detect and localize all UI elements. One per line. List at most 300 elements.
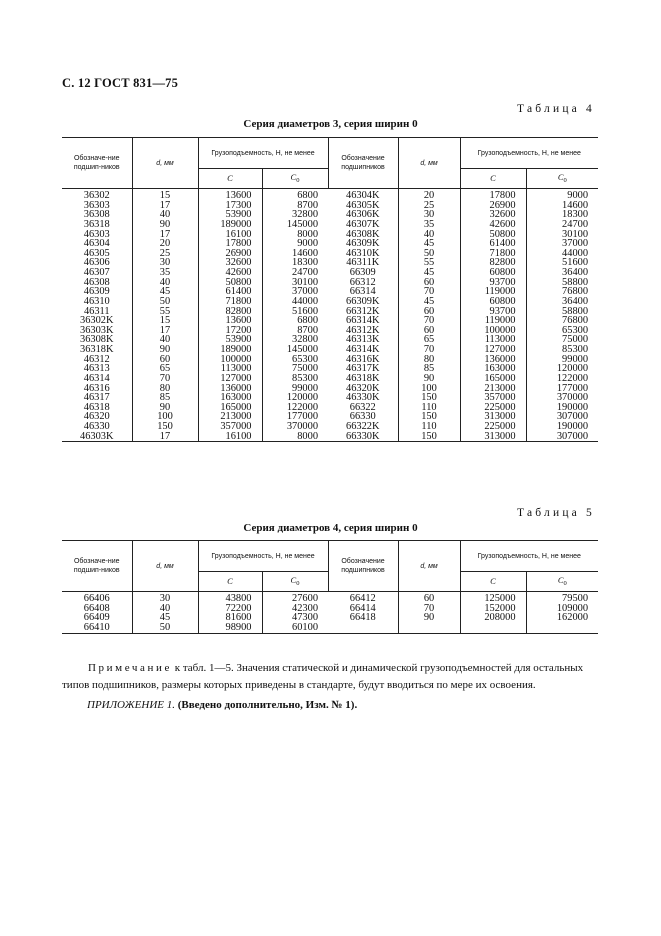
table-cell: 36318 — [62, 220, 132, 230]
table-cell: 122000 — [286, 401, 319, 413]
table-cell: 213000 — [198, 412, 262, 422]
table-cell: 46305 — [62, 249, 132, 259]
table-cell: 76800 — [562, 286, 589, 298]
col-c: C — [198, 169, 262, 189]
table-cell: 100000 — [460, 326, 526, 336]
table-cell: 42600 — [460, 220, 526, 230]
table-cell: 35 — [398, 220, 460, 230]
table-cell: 17 — [132, 432, 198, 442]
table-cell: 46317 — [62, 393, 132, 403]
table-cell: 66312K — [328, 307, 398, 317]
table-cell: 225000 — [460, 422, 526, 432]
table-cell: 225000 — [460, 403, 526, 413]
table-cell: 36318K — [62, 345, 132, 355]
table-cell: 81600 — [198, 613, 262, 623]
table-cell: 50 — [132, 623, 198, 633]
table-cell: 70 — [398, 287, 460, 297]
note — [62, 660, 602, 694]
table-cell — [526, 623, 598, 633]
table-cell: 43800 — [198, 592, 262, 604]
table-row — [62, 201, 598, 211]
table-cell: 46307K — [328, 220, 398, 230]
table-cell: 13600 — [198, 316, 262, 326]
table-cell: 93700 — [460, 278, 526, 288]
table-cell: 55 — [132, 307, 198, 317]
table-cell: 46312K — [328, 326, 398, 336]
table-cell: 25 — [398, 201, 460, 211]
table-cell: 24700 — [292, 267, 319, 278]
table-cell: 18300 — [292, 257, 319, 269]
table-cell: 357000 — [198, 422, 262, 432]
table-cell: 32600 — [198, 258, 262, 268]
table-row — [62, 297, 598, 307]
table-cell: 313000 — [460, 412, 526, 422]
table-cell: 46310K — [328, 249, 398, 259]
appendix-label: ПРИЛОЖЕНИЕ 1. — [87, 699, 175, 711]
table-cell: 15 — [132, 189, 198, 201]
table-row — [62, 393, 598, 403]
table-cell: 85300 — [292, 372, 319, 384]
col-designation-2: Обозначение подшипников — [328, 541, 398, 592]
table-cell: 13600 — [198, 189, 262, 201]
table-cell — [328, 623, 398, 633]
table-cell: 70 — [132, 374, 198, 384]
table-cell: 40 — [132, 604, 198, 614]
table-cell: 71800 — [460, 249, 526, 259]
table-cell: 46317K — [328, 364, 398, 374]
table-cell: 6800 — [297, 190, 319, 201]
table-cell: 46307 — [62, 268, 132, 278]
col-capacity: Грузоподъемность, Н, не менее — [198, 138, 328, 169]
table-cell: 66406 — [62, 592, 132, 604]
table-cell: 208000 — [460, 613, 526, 623]
table-row — [62, 268, 598, 278]
table-cell: 127000 — [198, 374, 262, 384]
table-cell: 42300 — [292, 602, 319, 614]
table-cell: 136000 — [198, 384, 262, 394]
table-cell: 82800 — [198, 307, 262, 317]
table-cell: 150 — [132, 422, 198, 432]
table-cell: 36302K — [62, 316, 132, 326]
table-cell: 119000 — [460, 287, 526, 297]
table-cell: 26900 — [198, 249, 262, 259]
table-cell: 65 — [398, 335, 460, 345]
table5-label: Таблица 5 — [517, 507, 595, 519]
table-cell: 14600 — [292, 247, 319, 259]
col-d-2: d, мм — [398, 541, 460, 592]
table-cell: 145000 — [286, 218, 319, 230]
table-cell: 165000 — [460, 374, 526, 384]
table-cell: 85 — [132, 393, 198, 403]
table-cell: 46308K — [328, 230, 398, 240]
table-cell: 45 — [132, 613, 198, 623]
table-row — [62, 403, 598, 413]
table-cell: 46303 — [62, 230, 132, 240]
table-cell: 71800 — [198, 297, 262, 307]
table-cell: 46313 — [62, 364, 132, 374]
col-c-2: C — [460, 169, 526, 189]
table-cell: 40 — [132, 335, 198, 345]
table-cell: 50 — [398, 249, 460, 259]
table-cell: 45 — [398, 268, 460, 278]
table-cell: 42600 — [198, 268, 262, 278]
table-row — [62, 613, 598, 623]
table-cell: 136000 — [460, 355, 526, 365]
table-cell: 46311 — [62, 307, 132, 317]
table-cell: 113000 — [460, 335, 526, 345]
note-text: к табл. 1—5. Значения статической и динамической грузоподъемностей для остальных типов подшипников, размеры которых приведены в стандарте, будут вводиться по мере их освоения. — [62, 662, 584, 691]
table-cell: 46308 — [62, 278, 132, 288]
table-cell: 45 — [398, 297, 460, 307]
table-cell: 125000 — [460, 592, 526, 604]
table-cell: 27600 — [292, 593, 319, 604]
table-cell: 36308K — [62, 335, 132, 345]
table-cell: 150 — [398, 393, 460, 403]
table5-title: Серия диаметров 4, серия ширин 0 — [243, 522, 418, 534]
table-cell: 30100 — [562, 228, 589, 240]
table4 — [62, 137, 598, 442]
table-cell: 61400 — [198, 287, 262, 297]
col-designation-2: Обозначение подшипников — [328, 138, 398, 189]
table-cell: 120000 — [286, 392, 319, 404]
table-cell: 120000 — [556, 363, 589, 375]
table-row — [62, 220, 598, 230]
table-cell: 30 — [398, 210, 460, 220]
table-cell: 17 — [132, 201, 198, 211]
col-d: d, мм — [132, 541, 198, 592]
table-cell: 9000 — [567, 190, 589, 201]
table-cell: 40 — [132, 278, 198, 288]
table-cell: 150 — [398, 412, 460, 422]
table-cell: 17 — [132, 230, 198, 240]
table4-label: Таблица 4 — [517, 103, 595, 115]
table-row — [62, 287, 598, 297]
table-cell: 190000 — [556, 401, 589, 413]
table-cell: 66418 — [328, 613, 398, 623]
table-cell: 53900 — [198, 335, 262, 345]
table-row — [62, 432, 598, 442]
table-cell: 61400 — [460, 239, 526, 249]
table-cell: 16100 — [198, 432, 262, 442]
table-cell: 60 — [398, 278, 460, 288]
table-cell: 65300 — [562, 324, 589, 336]
table-cell: 100 — [132, 412, 198, 422]
table-cell: 189000 — [198, 220, 262, 230]
table-cell: 307000 — [556, 411, 589, 423]
table-cell: 75000 — [292, 363, 319, 375]
table-cell: 58800 — [562, 276, 589, 288]
table-cell: 66408 — [62, 604, 132, 614]
table-cell: 46303K — [62, 432, 132, 442]
table-cell: 370000 — [286, 421, 319, 432]
table-cell: 70 — [398, 345, 460, 355]
table-cell: 190000 — [556, 421, 589, 432]
table-cell: 82800 — [460, 258, 526, 268]
table-cell: 36308 — [62, 210, 132, 220]
table-cell: 66330K — [328, 432, 398, 442]
table-cell: 163000 — [198, 393, 262, 403]
table-cell: 122000 — [556, 372, 589, 384]
table-cell: 127000 — [460, 345, 526, 355]
table-cell: 50 — [132, 297, 198, 307]
table5 — [62, 540, 598, 634]
table-cell: 60800 — [460, 297, 526, 307]
table-cell: 46314K — [328, 345, 398, 355]
table-cell: 46306 — [62, 258, 132, 268]
table-cell: 37000 — [562, 238, 589, 250]
table-cell: 150 — [398, 432, 460, 442]
table-cell: 66330 — [328, 412, 398, 422]
table-cell: 213000 — [460, 384, 526, 394]
table-cell: 46316K — [328, 355, 398, 365]
table-row — [62, 623, 598, 633]
col-designation: Обозначе-ние подшип-ников — [62, 541, 132, 592]
table-cell: 65 — [132, 364, 198, 374]
table-cell: 30 — [132, 592, 198, 604]
table-row — [62, 335, 598, 345]
table-cell: 60800 — [460, 268, 526, 278]
table-cell: 50800 — [460, 230, 526, 240]
table-cell: 24700 — [562, 218, 589, 230]
table-cell: 109000 — [556, 602, 589, 614]
table-cell: 45 — [132, 287, 198, 297]
table-cell: 51600 — [292, 305, 319, 317]
table-cell: 66414 — [328, 604, 398, 614]
col-capacity-2: Грузоподъемность, Н, не менее — [460, 541, 598, 572]
col-c0-2: $C_0$ — [526, 169, 598, 189]
table-cell: 36302 — [62, 189, 132, 201]
table-cell: 100000 — [198, 355, 262, 365]
table-cell: 165000 — [198, 403, 262, 413]
table-cell: 8000 — [262, 432, 328, 442]
table-cell: 66314K — [328, 316, 398, 326]
table-cell: 47300 — [292, 612, 319, 624]
table-cell: 357000 — [460, 393, 526, 403]
table-cell: 46320 — [62, 412, 132, 422]
table-cell: 152000 — [460, 604, 526, 614]
col-capacity-2: Грузоподъемность, Н, не менее — [460, 138, 598, 169]
table-cell: 66309K — [328, 297, 398, 307]
col-c0: $C_0$ — [262, 572, 328, 592]
table-cell: 189000 — [198, 345, 262, 355]
table-cell: 17800 — [198, 239, 262, 249]
table-cell: 17300 — [198, 201, 262, 211]
table4-title: Серия диаметров 3, серия ширин 0 — [243, 118, 418, 130]
table-row — [62, 230, 598, 240]
table-cell: 307000 — [526, 432, 598, 442]
table-row — [62, 364, 598, 374]
table-cell: 40 — [132, 210, 198, 220]
table-cell: 90 — [398, 613, 460, 623]
table-cell: 60 — [398, 592, 460, 604]
table-cell: 17 — [132, 326, 198, 336]
table-cell: 17800 — [460, 189, 526, 201]
table-cell: 35 — [132, 268, 198, 278]
table-cell: 90 — [132, 345, 198, 355]
table-cell: 46311K — [328, 258, 398, 268]
table-cell: 46305K — [328, 201, 398, 211]
table5-body — [62, 592, 598, 634]
table-cell: 93700 — [460, 307, 526, 317]
table-cell: 66309 — [328, 268, 398, 278]
table-row — [62, 374, 598, 384]
table-cell: 37000 — [292, 286, 319, 298]
table-cell: 70 — [398, 604, 460, 614]
table-cell: 370000 — [556, 392, 589, 404]
table-cell: 60 — [398, 307, 460, 317]
table-cell: 15 — [132, 316, 198, 326]
table-cell: 113000 — [198, 364, 262, 374]
table-cell: 80 — [398, 355, 460, 365]
col-designation: Обозначе-ние подшип-ников — [62, 138, 132, 189]
table-cell: 66322 — [328, 403, 398, 413]
table-cell: 51600 — [562, 257, 589, 269]
table-cell: 53900 — [198, 210, 262, 220]
table-row — [62, 239, 598, 249]
table-cell: 17200 — [198, 326, 262, 336]
table-row — [62, 316, 598, 326]
table-cell: 162000 — [556, 612, 589, 624]
table-cell: 46320K — [328, 384, 398, 394]
table-cell: 44000 — [292, 295, 319, 307]
table4-body — [62, 189, 598, 442]
table-cell: 32800 — [292, 209, 319, 221]
col-c-2: C — [460, 572, 526, 592]
table-cell: 32800 — [292, 334, 319, 346]
note-lead: Примечание — [88, 662, 172, 674]
table-cell: 46316 — [62, 384, 132, 394]
table-cell: 60 — [398, 326, 460, 336]
table-cell: 55 — [398, 258, 460, 268]
table-cell: 14600 — [562, 199, 589, 211]
table-cell: 163000 — [460, 364, 526, 374]
table-cell: 76800 — [562, 315, 589, 327]
table-cell: 66410 — [62, 623, 132, 633]
table-cell: 72200 — [198, 604, 262, 614]
table-cell: 25 — [132, 249, 198, 259]
table-row — [62, 307, 598, 317]
table-row — [62, 210, 598, 220]
col-d: d, мм — [132, 138, 198, 189]
table-cell: 145000 — [286, 344, 319, 355]
table-cell: 75000 — [562, 334, 589, 346]
table-cell: 119000 — [460, 316, 526, 326]
table-row — [62, 345, 598, 355]
appendix — [87, 699, 357, 711]
table-cell: 8700 — [297, 199, 319, 211]
col-capacity: Грузоподъемность, Н, не менее — [198, 541, 328, 572]
table-row — [62, 258, 598, 268]
table-row — [62, 326, 598, 336]
table-cell: 18300 — [562, 209, 589, 221]
table-cell: 85300 — [562, 344, 589, 355]
table-cell — [460, 623, 526, 633]
table-cell: 46330K — [328, 393, 398, 403]
table-cell: 46313K — [328, 335, 398, 345]
table-row — [62, 189, 598, 201]
table-cell: 110 — [398, 403, 460, 413]
table-cell: 313000 — [460, 432, 526, 442]
table-cell: 16100 — [198, 230, 262, 240]
col-c0: $C_0$ — [262, 169, 328, 189]
table-cell: 99000 — [562, 353, 589, 365]
table-cell: 90 — [132, 220, 198, 230]
table-cell: 36400 — [562, 295, 589, 307]
table-row — [62, 355, 598, 365]
col-c: C — [198, 572, 262, 592]
table-cell: 46309 — [62, 287, 132, 297]
table-cell: 30 — [132, 258, 198, 268]
table-cell: 90 — [398, 374, 460, 384]
table-cell: 46312 — [62, 355, 132, 365]
table-cell: 46330 — [62, 422, 132, 432]
table-cell: 36303K — [62, 326, 132, 336]
table-cell: 8000 — [297, 228, 319, 240]
table-cell: 32600 — [460, 210, 526, 220]
table-row — [62, 412, 598, 422]
table-cell: 46310 — [62, 297, 132, 307]
table-cell: 46304 — [62, 239, 132, 249]
table-cell: 36303 — [62, 201, 132, 211]
table-cell: 98900 — [198, 623, 262, 633]
table-cell: 46304K — [328, 189, 398, 201]
table-row — [62, 422, 598, 432]
table-cell: 100 — [398, 384, 460, 394]
table-cell: 6800 — [297, 315, 319, 327]
table-cell: 30100 — [292, 276, 319, 288]
table-row — [62, 249, 598, 259]
table-cell: 46318 — [62, 403, 132, 413]
table-cell: 66314 — [328, 287, 398, 297]
table-cell: 60100 — [262, 623, 328, 633]
table-cell: 46314 — [62, 374, 132, 384]
table-cell: 44000 — [562, 247, 589, 259]
table-cell: 45 — [398, 239, 460, 249]
table-cell: 50800 — [198, 278, 262, 288]
table-cell: 60 — [132, 355, 198, 365]
table-cell: 66322K — [328, 422, 398, 432]
table-cell: 110 — [398, 422, 460, 432]
page-header: С. 12 ГОСТ 831—75 — [62, 76, 179, 90]
table-cell: 9000 — [297, 238, 319, 250]
appendix-text: (Введено дополнительно, Изм. № 1). — [174, 699, 358, 711]
table-cell: 79500 — [562, 593, 589, 604]
table-cell: 40 — [398, 230, 460, 240]
table-cell: 66312 — [328, 278, 398, 288]
table-cell: 36400 — [562, 267, 589, 278]
col-c0-2: $C_0$ — [526, 572, 598, 592]
table-cell: 58800 — [562, 305, 589, 317]
table-cell: 20 — [132, 239, 198, 249]
table-row — [62, 384, 598, 394]
table-cell: 80 — [132, 384, 198, 394]
table-cell: 70 — [398, 316, 460, 326]
table-cell: 99000 — [292, 382, 319, 394]
table-row — [62, 604, 598, 614]
table-cell: 177000 — [286, 411, 319, 423]
table-cell: 20 — [398, 189, 460, 201]
table-cell — [398, 623, 460, 633]
table-cell: 65300 — [292, 353, 319, 365]
table-row — [62, 278, 598, 288]
table-cell: 90 — [132, 403, 198, 413]
table-row — [62, 592, 598, 604]
table-cell: 85 — [398, 364, 460, 374]
col-d-2: d, мм — [398, 138, 460, 189]
table-cell: 46306K — [328, 210, 398, 220]
table-cell: 177000 — [556, 382, 589, 394]
table-cell: 8700 — [297, 324, 319, 336]
